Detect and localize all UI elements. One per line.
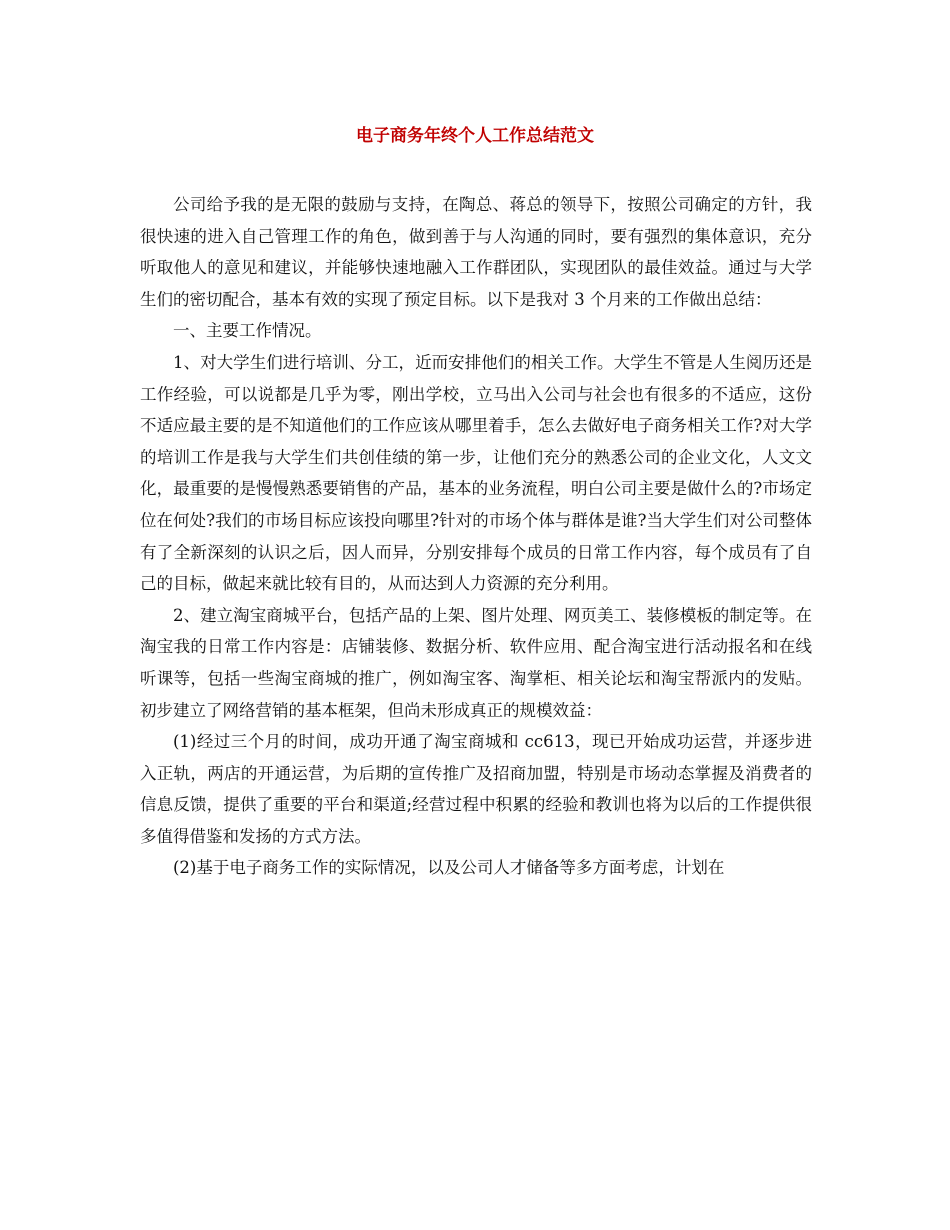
paragraph-subitem-1: (1)经过三个月的时间，成功开通了淘宝商城和 cc613，现已开始成功运营，并逐步进入正轨，两店的开通运营，为后期的宣传推广及招商加盟，特别是市场动态掌握及消费者的信息反馈，提供了重要的平台和渠道;经营过程中积累的经验和教训也将为以后的工作提供很多值得借鉴和发扬的方式方法。 bbox=[140, 732, 812, 846]
paragraph-item-1: 1、对大学生们进行培训、分工，近而安排他们的相关工作。大学生不管是人生阅历还是工作经验，可以说都是几乎为零，刚出学校，立马出入公司与社会也有很多的不适应，这份不适应最主要的是不知道他们的工作应该从哪里着手，怎么去做好电子商务相关工作?对大学的培训工作是我与大学生们共创佳绩的第一步，让他们充分的熟悉公司的企业文化，人文文化，最重要的是慢慢熟悉要销售的产品，基本的业务流程，明白公司主要是做什么的?市场定位在何处?我们的市场目标应该投向哪里?针对的市场个体与群体是谁?当大学生们对公司整体有了全新深刻的认识之后，因人而异，分别安排每个成员的日常工作内容，每个成员有了自己的目标，做起来就比较有目的，从而达到人力资源的充分利用。 bbox=[140, 352, 812, 594]
paragraph-subitem-2: (2)基于电子商务工作的实际情况，以及公司人才储备等多方面考虑，计划在 bbox=[173, 858, 725, 878]
paragraph-section-heading: 一、主要工作情况。 bbox=[173, 321, 322, 341]
paragraph-item-2: 2、建立淘宝商城平台，包括产品的上架、图片处理、网页美工、装修模板的制定等。在淘宝我的日常工作内容是：店铺装修、数据分析、软件应用、配合淘宝进行活动报名和在线听课等，包括一些淘宝商城的推广，例如淘宝客、淘掌柜、相关论坛和淘宝帮派内的发贴。 初步建立了网络营销的基本框架，但尚未形成真正的规模效益： bbox=[140, 605, 812, 720]
document-body bbox=[140, 189, 812, 884]
document-title: 电子商务年终个人工作总结范文 bbox=[356, 126, 594, 146]
paragraph-intro: 公司给予我的是无限的鼓励与支持，在陶总、蒋总的领导下，按照公司确定的方针，我很快速的进入自己管理工作的角色，做到善于与人沟通的同时，要有强烈的集体意识，充分听取他人的意见和建议，并能够快速地融入工作群团队，实现团队的最佳效益。通过与大学生们的密切配合，基本有效的实现了预定目标。以下是我对 3 个月来的工作做出总结： bbox=[140, 195, 812, 309]
